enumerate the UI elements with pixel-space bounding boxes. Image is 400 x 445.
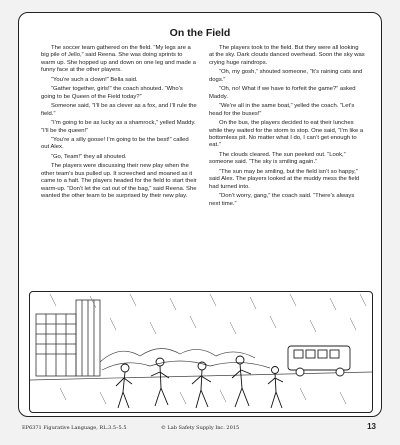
story-paragraph: “Gather together, girls!” the coach shouted. “Who’s going to be Queen of the Field today?” [41, 86, 183, 100]
story-paragraph: “Don’t worry, gang,” the coach said. “There’s always next time.” [209, 193, 355, 207]
story-paragraph: The players took to the field. But they were all looking at the sky. Dark clouds danced overhead. Soon the sky was crying huge raindrops. [209, 45, 365, 66]
page-number: 13 [367, 422, 376, 431]
story-paragraph: The soccer team gathered on the field. “My legs are a big pile of Jello,” said Reena. She was doing sprints to warm up. She hopped up and down on one leg and made a funny face at the other players. [41, 45, 196, 74]
building-drawing [36, 300, 100, 376]
footer-product-code: EP6371 Figurative Language, RL.3.5–5.5 [22, 425, 127, 431]
story-paragraph: The players were discussing their new play when the other team’s bus pulled up. It screeched and moaned as it came to a halt. The players headed for the field to start their warm-up. “Don’t let the cat out of the bag,” said Reena. She wanted the other team to be surprised by their new play. [41, 163, 197, 200]
story-paragraph: “The sun may be smiling, but the field isn’t so happy,” said Alex. The players looked at the muddy mess the field had turned into. [209, 168, 360, 190]
story-paragraph: “Oh, my gosh,” shouted someone, “It’s raining cats and dogs.” [209, 69, 363, 83]
story-paragraph: On the bus, the players decided to eat their lunches while they waited for the storm to stop. One said, “I’m like a bottomless pit. No matter what I do, I can’t get enough to eat.” [209, 120, 364, 149]
story-paragraph: The clouds cleared. The sun peeked out. “Look,” someone said. “The sky is smiling again.” [209, 151, 346, 166]
page-footer [0, 423, 400, 435]
story-paragraph: “I’m going to be as lucky as a shamrock,” yelled Maddy. “I’ll be the queen!” [41, 120, 196, 134]
right-column [209, 45, 365, 210]
footer-copyright: © Lab Safety Supply Inc. 2015 [160, 425, 240, 431]
bus-drawing [288, 346, 350, 376]
story-paragraph: “We’re all in the same boat,” yelled the coach. “Let’s head for the buses!” [209, 103, 355, 117]
story-paragraph: “Go, Team!” they all shouted. [51, 153, 127, 160]
story-paragraph: “Oh, no! What if we have to forfeit the game?” asked Maddy. [209, 86, 356, 100]
left-column [41, 45, 197, 203]
story-title: On the Field [169, 27, 231, 39]
story-paragraph: “You’re such a clown!” Bella said. [51, 76, 138, 83]
worksheet-page [18, 12, 382, 417]
story-paragraph: “You’re a silly goose! I’m going to be the best!” called out Alex. [41, 136, 189, 151]
rain-illustration [29, 291, 373, 413]
story-paragraph: Someone said, “I’ll be as clever as a fox, and I’ll rule the field.” [41, 103, 197, 117]
